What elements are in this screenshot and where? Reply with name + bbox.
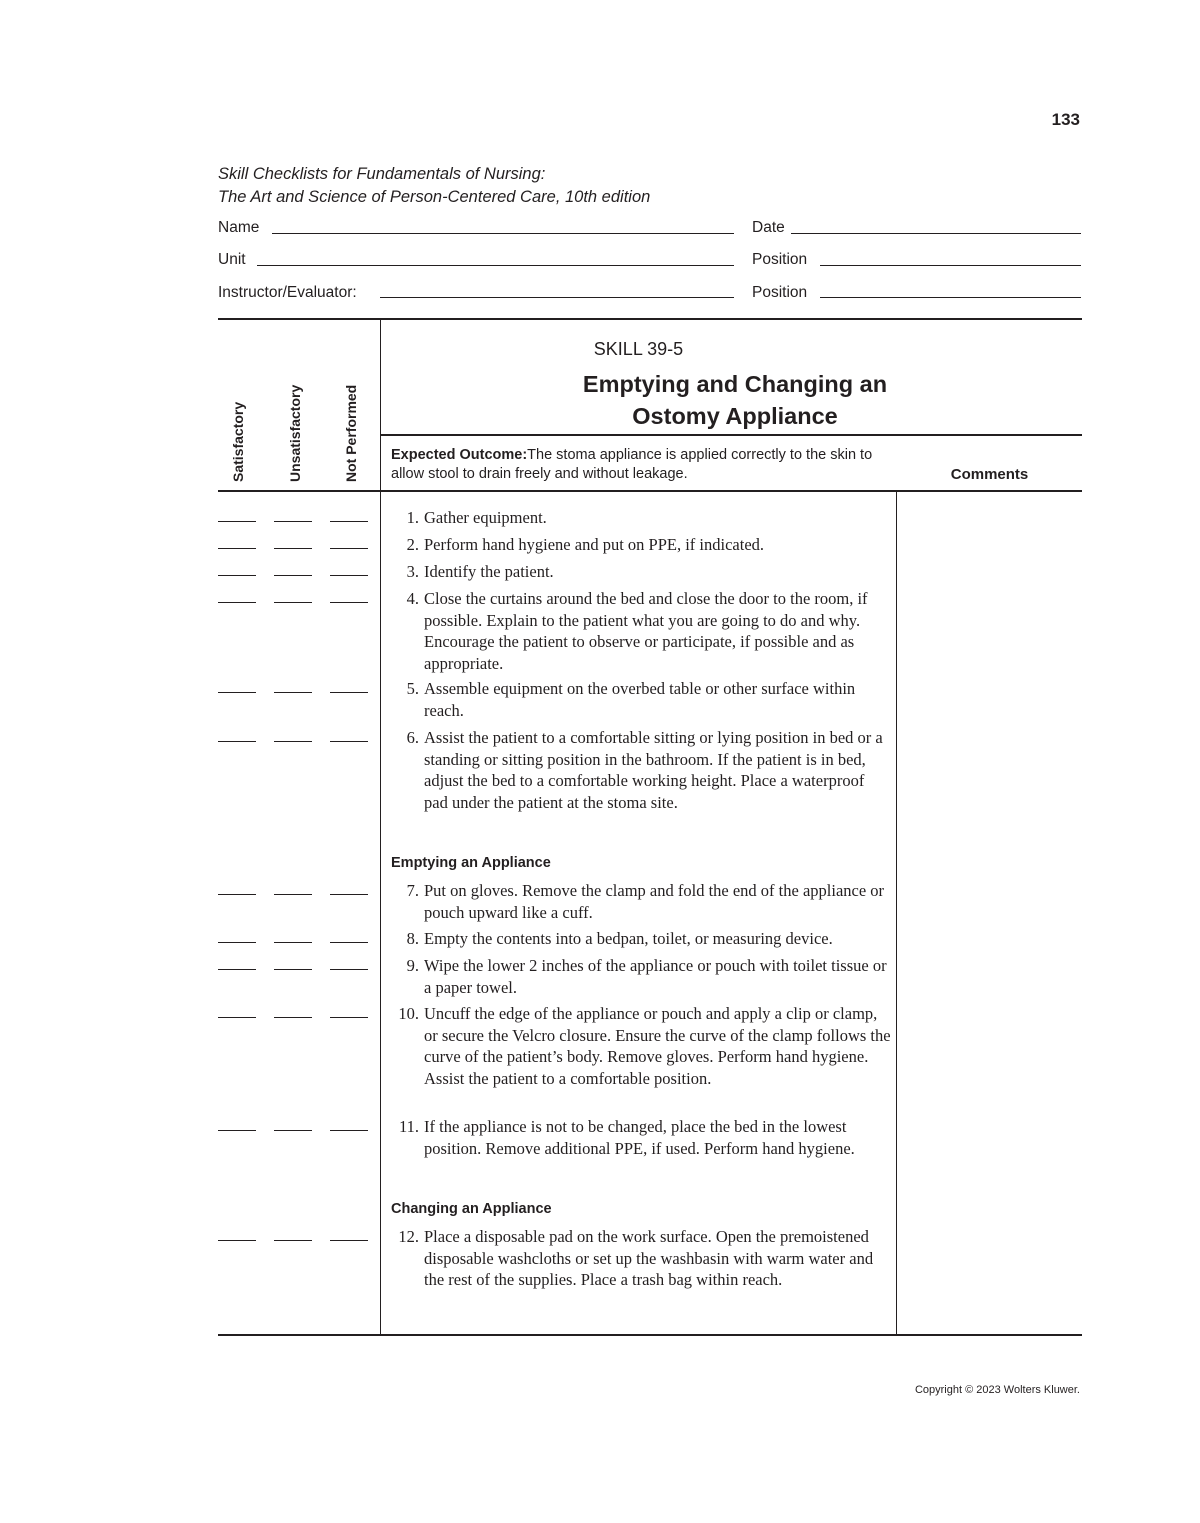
- position-label: Position: [752, 251, 808, 268]
- skill-code: SKILL 39-5: [593, 339, 684, 359]
- instructor-field[interactable]: [380, 297, 734, 298]
- satisfactory-blank[interactable]: [218, 932, 256, 943]
- rating-blanks-step-3: [218, 565, 368, 577]
- rating-blanks-step-11: [218, 1120, 368, 1132]
- book-title-line-2: The Art and Science of Person-Centered Care, 10th edition: [218, 188, 651, 206]
- step-number: 12.: [398, 1227, 419, 1246]
- not-performed-blank[interactable]: [330, 884, 368, 895]
- unsatisfactory-blank[interactable]: [274, 884, 312, 895]
- not-performed-blank[interactable]: [330, 1230, 368, 1241]
- unsatisfactory-blank[interactable]: [274, 1230, 312, 1241]
- satisfactory-blank[interactable]: [218, 565, 256, 576]
- rating-blanks-step-9: [218, 959, 368, 971]
- step-text: Put on gloves. Remove the clamp and fold the end of the appliance or pouch upward like a cuff.: [424, 881, 885, 922]
- rating-blanks-step-6: [218, 731, 368, 743]
- not-performed-blank[interactable]: [330, 959, 368, 970]
- expected-outcome: [391, 446, 891, 484]
- rating-blanks-step-5: [218, 682, 368, 694]
- comments-header: Comments: [950, 466, 1029, 483]
- step-number: 3.: [406, 562, 419, 581]
- position-field-2[interactable]: [820, 297, 1081, 298]
- rating-blanks-step-4: [218, 592, 368, 604]
- position-field[interactable]: [820, 265, 1081, 266]
- satisfactory-blank[interactable]: [218, 959, 256, 970]
- step-text: Place a disposable pad on the work surface. Open the premoistened disposable washcloths or set up the washbasin with warm water and the rest of the supplies. Place a trash bag within reach.: [424, 1227, 874, 1289]
- not-performed-header: Not Performed: [343, 384, 359, 482]
- book-title: [218, 163, 650, 209]
- satisfactory-blank[interactable]: [218, 884, 256, 895]
- step-5: [391, 678, 891, 721]
- section-changing-heading: Changing an Appliance: [391, 1201, 552, 1217]
- name-field[interactable]: [272, 233, 734, 234]
- unit-field[interactable]: [257, 265, 734, 266]
- unsatisfactory-blank[interactable]: [274, 731, 312, 742]
- step-4: [391, 588, 891, 674]
- step-9: [391, 955, 891, 998]
- skill-title-line-1: Emptying and Changing an: [582, 371, 888, 397]
- not-performed-blank[interactable]: [330, 932, 368, 943]
- step-text: Empty the contents into a bedpan, toilet, or measuring device.: [424, 929, 833, 948]
- step-6: [391, 727, 891, 813]
- title-rule: [380, 434, 1082, 436]
- copyright-notice: Copyright © 2023 Wolters Kluwer.: [914, 1384, 1080, 1396]
- step-11: [391, 1116, 891, 1159]
- name-label: Name: [218, 219, 260, 236]
- expected-outcome-label: Expected Outcome:: [391, 447, 528, 463]
- comments-column-divider: [896, 491, 897, 1335]
- unsatisfactory-blank[interactable]: [274, 1120, 312, 1131]
- table-top-rule: [218, 318, 1082, 320]
- step-number: 2.: [406, 535, 419, 554]
- position-label-2: Position: [752, 284, 808, 301]
- unsatisfactory-header: Unsatisfactory: [287, 384, 303, 482]
- not-performed-blank[interactable]: [330, 538, 368, 549]
- not-performed-blank[interactable]: [330, 682, 368, 693]
- step-text: Wipe the lower 2 inches of the appliance or pouch with toilet tissue or a paper towel.: [424, 956, 887, 997]
- step-text: Close the curtains around the bed and close the door to the room, if possible. Explain to the patient what you are going to do and why. Encourage the patient to observe or participate, if possible and as appropriate.: [424, 589, 868, 673]
- step-number: 7.: [406, 881, 419, 900]
- rating-column-divider: [380, 319, 381, 1335]
- unsatisfactory-blank[interactable]: [274, 565, 312, 576]
- step-text: Gather equipment.: [424, 508, 547, 527]
- header-bottom-rule: [218, 490, 1082, 492]
- date-field[interactable]: [791, 233, 1081, 234]
- step-number: 1.: [406, 508, 419, 527]
- step-number: 6.: [406, 728, 419, 747]
- unsatisfactory-blank[interactable]: [274, 592, 312, 603]
- unsatisfactory-blank[interactable]: [274, 511, 312, 522]
- satisfactory-blank[interactable]: [218, 592, 256, 603]
- rating-blanks-step-1: [218, 511, 368, 523]
- not-performed-blank[interactable]: [330, 1120, 368, 1131]
- step-number: 5.: [406, 679, 419, 698]
- not-performed-blank[interactable]: [330, 565, 368, 576]
- satisfactory-blank[interactable]: [218, 1230, 256, 1241]
- not-performed-blank[interactable]: [330, 592, 368, 603]
- date-label: Date: [752, 219, 785, 236]
- not-performed-blank[interactable]: [330, 511, 368, 522]
- step-text: If the appliance is not to be changed, place the bed in the lowest position. Remove additional PPE, if used. Perform hand hygiene.: [424, 1117, 855, 1158]
- step-10: [391, 1003, 891, 1089]
- skill-title-line-2: Ostomy Appliance: [632, 403, 838, 429]
- unsatisfactory-blank[interactable]: [274, 682, 312, 693]
- step-number: 8.: [406, 929, 419, 948]
- step-number: 10.: [398, 1004, 419, 1023]
- expected-outcome-text: The stoma appliance is applied correctly to the skin to allow stool to drain freely and without leakage.: [391, 447, 873, 482]
- not-performed-blank[interactable]: [330, 731, 368, 742]
- step-7: [391, 880, 891, 923]
- rating-blanks-step-7: [218, 884, 368, 896]
- step-text: Identify the patient.: [424, 562, 554, 581]
- step-number: 4.: [406, 589, 419, 608]
- unsatisfactory-blank[interactable]: [274, 932, 312, 943]
- rating-blanks-step-2: [218, 538, 368, 550]
- satisfactory-blank[interactable]: [218, 538, 256, 549]
- satisfactory-header: Satisfactory: [230, 401, 246, 482]
- step-number: 9.: [406, 956, 419, 975]
- satisfactory-blank[interactable]: [218, 682, 256, 693]
- unit-label: Unit: [218, 251, 246, 268]
- unsatisfactory-blank[interactable]: [274, 538, 312, 549]
- unsatisfactory-blank[interactable]: [274, 959, 312, 970]
- step-text: Perform hand hygiene and put on PPE, if indicated.: [424, 535, 765, 554]
- table-bottom-rule: [218, 1334, 1082, 1336]
- page-number: 133: [1051, 110, 1080, 129]
- instructor-label: Instructor/Evaluator:: [218, 284, 357, 301]
- rating-blanks-step-12: [218, 1230, 368, 1242]
- unsatisfactory-blank[interactable]: [274, 1007, 312, 1018]
- step-text: Assist the patient to a comfortable sitting or lying position in bed or a standing or sitting position in the bathroom. If the patient is in bed, adjust the bed to a comfortable working height. Place a waterproof pad under the patient at the stoma site.: [424, 728, 883, 812]
- satisfactory-blank[interactable]: [218, 731, 256, 742]
- step-text: Assemble equipment on the overbed table or other surface within reach.: [424, 679, 856, 720]
- step-number: 11.: [398, 1117, 419, 1136]
- skill-title: [380, 368, 1090, 432]
- step-2: [391, 534, 891, 556]
- step-12: [391, 1226, 891, 1291]
- rating-blanks-step-10: [218, 1007, 368, 1019]
- satisfactory-blank[interactable]: [218, 1007, 256, 1018]
- satisfactory-blank[interactable]: [218, 511, 256, 522]
- book-title-line-1: Skill Checklists for Fundamentals of Nursing:: [218, 165, 546, 183]
- step-1: [391, 507, 891, 529]
- step-3: [391, 561, 891, 583]
- satisfactory-blank[interactable]: [218, 1120, 256, 1131]
- section-emptying-heading: Emptying an Appliance: [391, 855, 551, 871]
- rating-blanks-step-8: [218, 932, 368, 944]
- step-text: Uncuff the edge of the appliance or pouch and apply a clip or clamp, or secure the Velcro closure. Ensure the curve of the clamp follows the curve of the patient’s body. Remove gloves. Perform hand hygiene. Assist the patient to a comfortable position.: [424, 1004, 891, 1088]
- step-8: [391, 928, 891, 950]
- not-performed-blank[interactable]: [330, 1007, 368, 1018]
